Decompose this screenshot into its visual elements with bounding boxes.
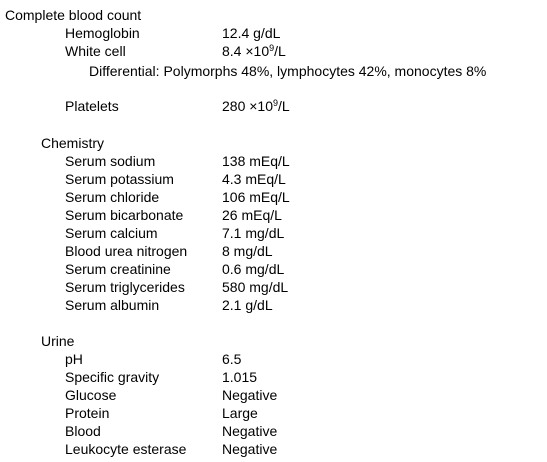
value-suffix: /L	[274, 43, 286, 59]
lab-value: 1.015	[222, 369, 258, 385]
urine-row	[0, 350, 547, 368]
value-exponent: 9	[269, 43, 275, 53]
cbc-row-platelets	[0, 97, 547, 115]
urine-heading: Urine	[41, 333, 75, 349]
lab-value: 580 mg/dL	[222, 279, 289, 295]
lab-label: Glucose	[65, 387, 117, 403]
lab-label: Serum creatinine	[65, 261, 171, 277]
chemistry-row	[0, 296, 547, 314]
lab-label: Specific gravity	[65, 369, 160, 385]
lab-label	[89, 62, 486, 80]
lab-value: 0.6 mg/dL	[222, 261, 285, 277]
lab-value: 8 mg/dL	[222, 243, 273, 259]
lab-label: Serum albumin	[65, 297, 160, 313]
lab-value: Negative	[222, 387, 278, 403]
lab-value: Negative	[222, 441, 278, 457]
lab-value: 7.1 mg/dL	[222, 225, 285, 241]
lab-value: 4.3 mEq/L	[222, 171, 286, 187]
lab-label: Serum triglycerides	[65, 279, 185, 295]
lab-label: White cell	[65, 43, 126, 59]
urine-row	[0, 422, 547, 440]
differential-label: Differential:	[89, 63, 160, 79]
lab-value: 12.4 g/dL	[222, 25, 281, 41]
urine-row	[0, 440, 547, 458]
chemistry-row	[0, 224, 547, 242]
lab-label: Platelets	[65, 98, 119, 114]
lab-label: Blood	[65, 423, 101, 439]
urine-row	[0, 404, 547, 422]
lab-value: 6.5	[222, 351, 242, 367]
chemistry-heading: Chemistry	[41, 135, 105, 151]
lab-value	[222, 97, 290, 115]
value-exponent: 9	[273, 98, 279, 108]
lab-value: 138 mEq/L	[222, 153, 290, 169]
cbc-row-differential	[0, 62, 547, 80]
chemistry-row	[0, 206, 547, 224]
lab-label: Serum potassium	[65, 171, 174, 187]
lab-value: Negative	[222, 423, 278, 439]
lab-label: Blood urea nitrogen	[65, 243, 188, 259]
lab-value: 106 mEq/L	[222, 189, 290, 205]
lab-label: Hemoglobin	[65, 25, 140, 41]
chemistry-row	[0, 152, 547, 170]
cbc-row-white-cell	[0, 42, 547, 60]
chemistry-row	[0, 260, 547, 278]
chemistry-row	[0, 242, 547, 260]
lab-value: 2.1 g/dL	[222, 297, 273, 313]
lab-label: pH	[65, 351, 83, 367]
lab-value: Large	[222, 405, 258, 421]
cbc-row-hemoglobin	[0, 24, 547, 42]
urine-row	[0, 386, 547, 404]
lab-label: Serum sodium	[65, 153, 156, 169]
value-prefix: 280 ×10	[222, 98, 273, 114]
cbc-heading: Complete blood count	[5, 7, 142, 23]
urine-row	[0, 368, 547, 386]
lab-value: 26 mEq/L	[222, 207, 282, 223]
lab-label: Serum bicarbonate	[65, 207, 184, 223]
differential-value: Polymorphs 48%, lymphocytes 42%, monocytes 8%	[163, 63, 487, 79]
chemistry-row	[0, 278, 547, 296]
lab-value	[222, 42, 286, 60]
chemistry-row	[0, 188, 547, 206]
lab-label: Leukocyte esterase	[65, 441, 187, 457]
lab-label: Serum calcium	[65, 225, 158, 241]
value-prefix: 8.4 ×10	[222, 43, 270, 59]
lab-label: Protein	[65, 405, 110, 421]
value-suffix: /L	[278, 98, 290, 114]
lab-label: Serum chloride	[65, 189, 160, 205]
chemistry-row	[0, 170, 547, 188]
